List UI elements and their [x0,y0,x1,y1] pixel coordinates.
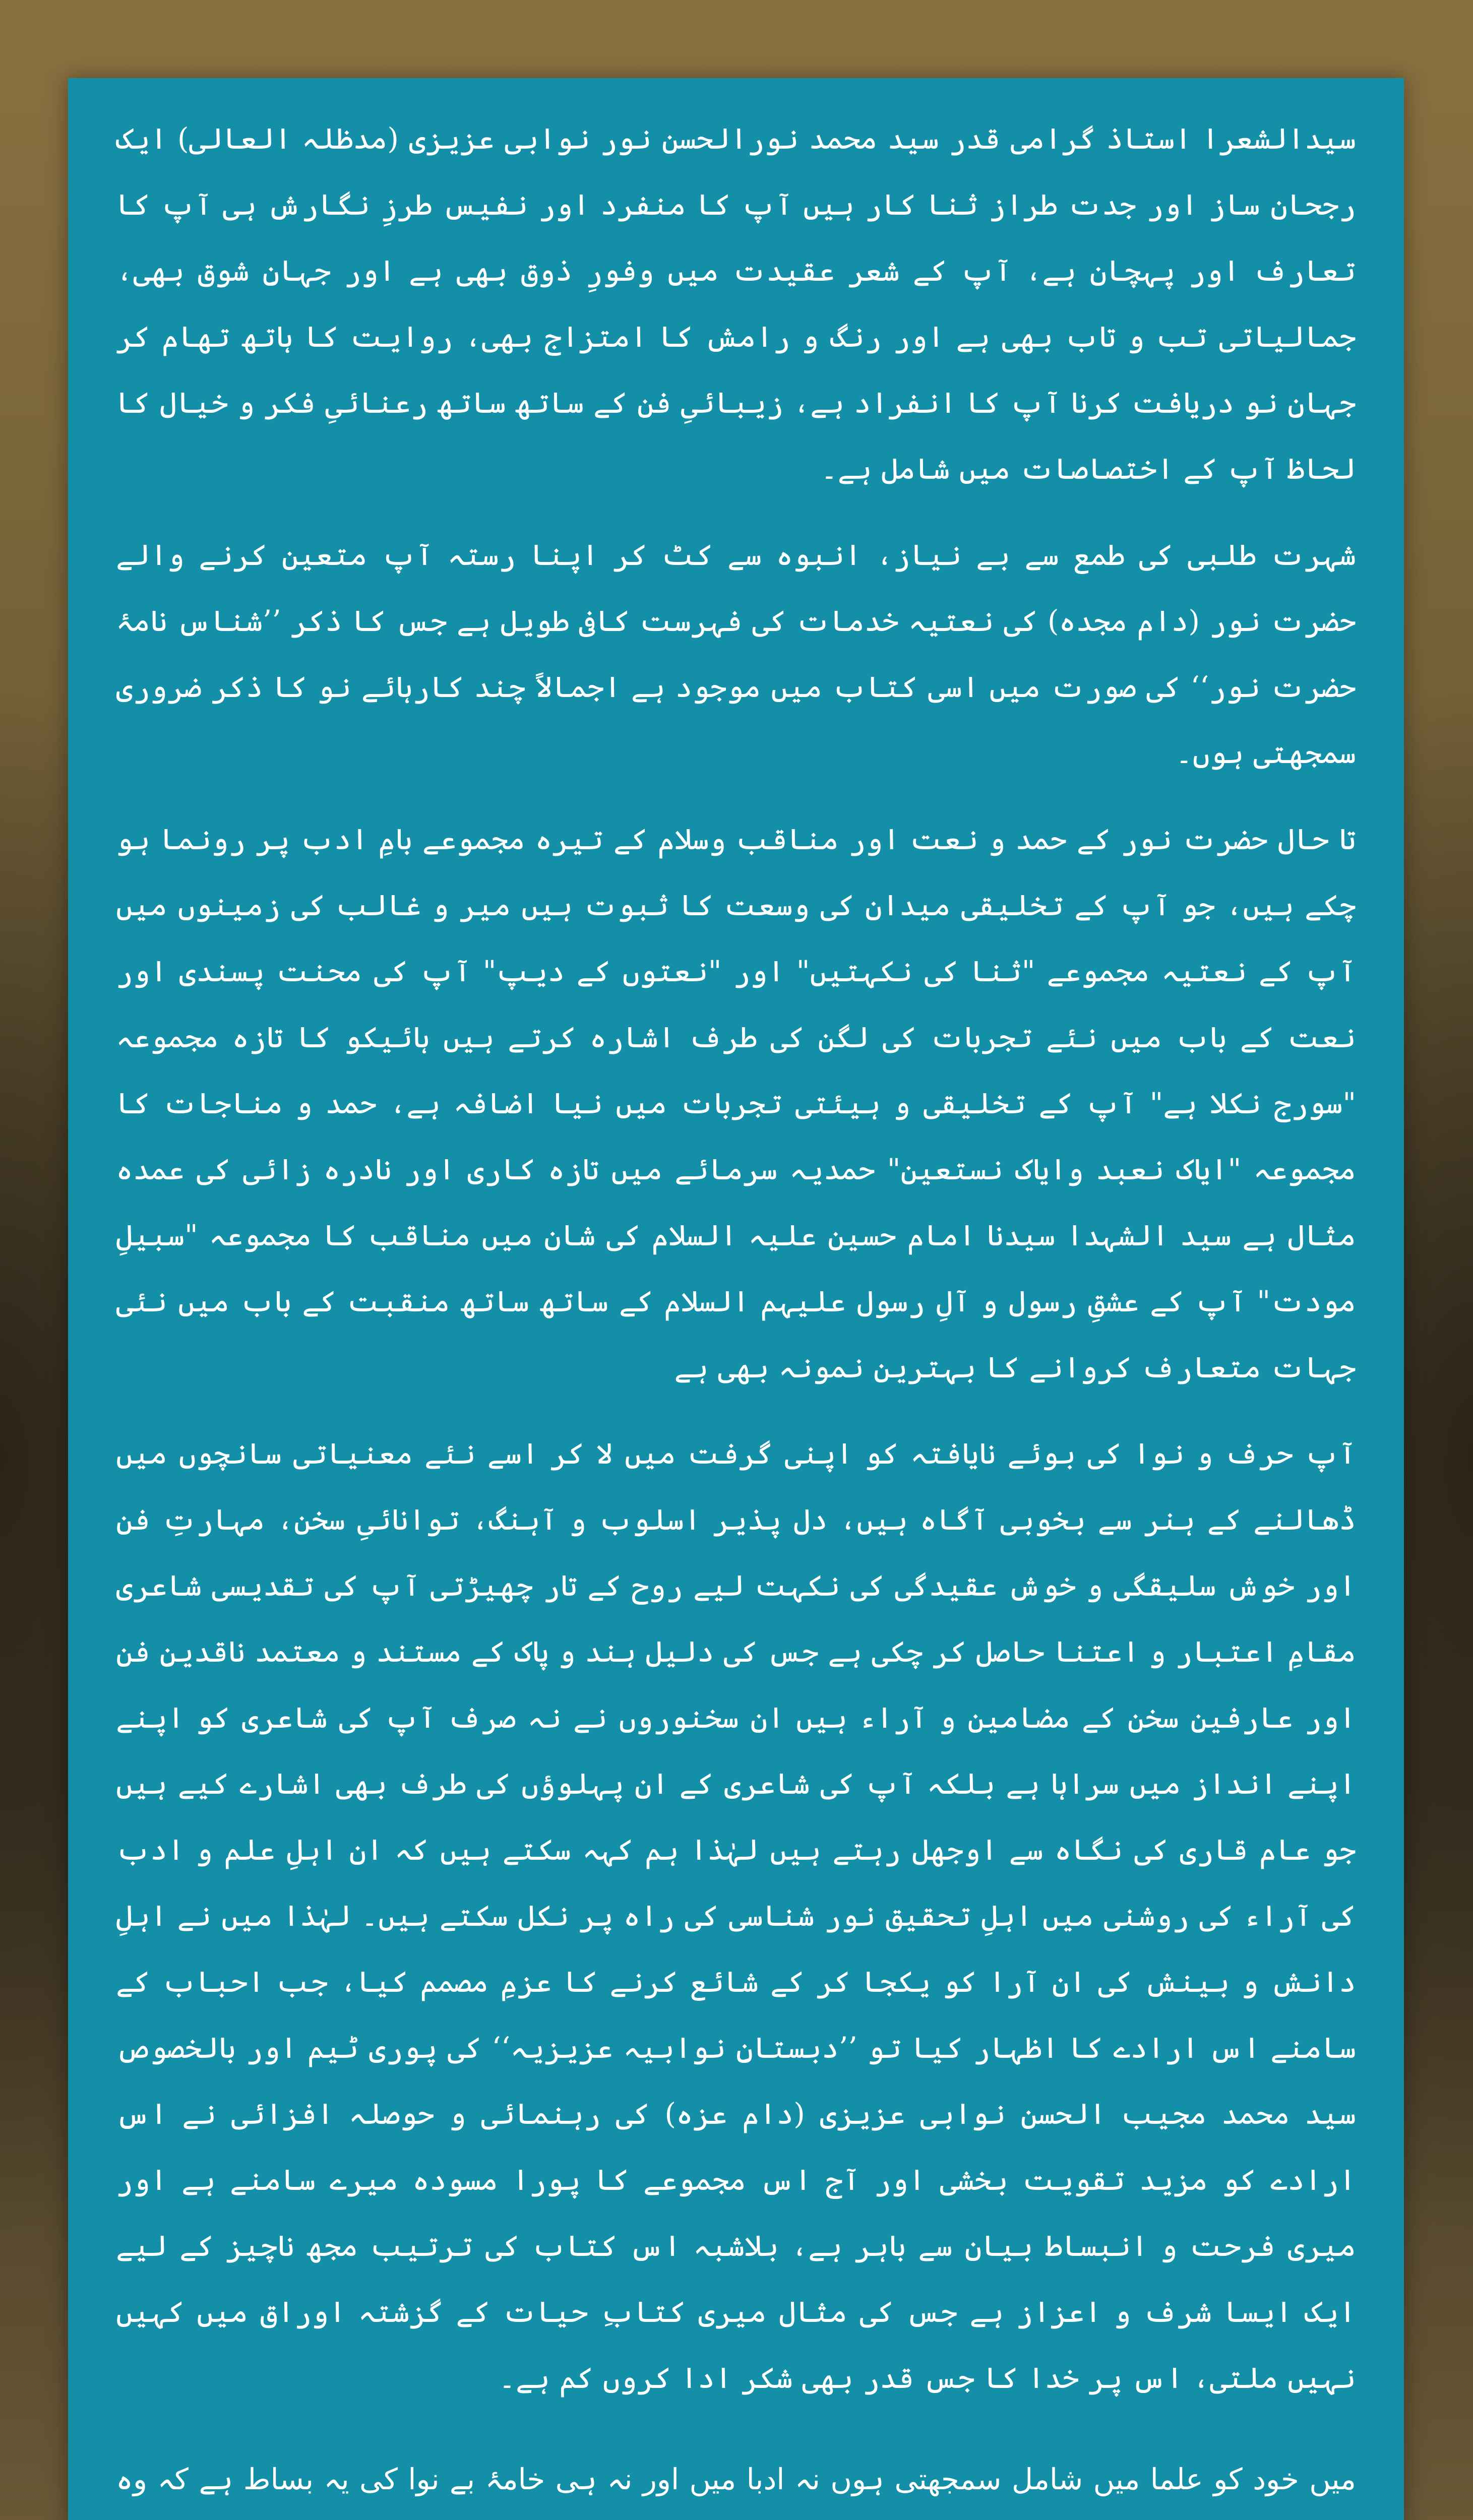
paragraph-collections: تا حال حضرت نور کے حمد و نعت اور مناقب وسلام کے تیرہ مجموعے بامِ ادب پر رونما ہو چکے ہیں، جو آپ کے تخلیقی میدان کی وسعت کا ثبوت ہیں میر و غالب کی زمینوں میں آپ کے نعتیہ مجموعے "ثنا کی نکہتیں" اور "نعتوں کے دیپ" آپ کی محنت پسندی اور نعت کے باب میں نئے تجربات کی لگن کی طرف اشارہ کرتے ہیں ہائیکو کا تازہ مجموعہ "سورج نکلا ہے" آپ کے تخلیقی و ہیئتی تجربات میں نیا اضافہ ہے، حمد و مناجات کا مجموعہ "ایاک نعبد وایاک نستعین" حمدیہ سرمائے میں تازہ کاری اور نادرہ زائی کی عمدہ مثال ہے سید الشہدا سیدنا امام حسین علیہ السلام کی شان میں مناقب کا مجموعہ "سبیلِ مودت" آپ کے عشقِ رسول و آلِ رسول علیہم السلام کے ساتھ ساتھ منقبت کے باب میں نئی جہات متعارف کروانے کا بہترین نمونہ بھی ہے [116,822,1356,1384]
paragraph-humility: میں خود کو علما میں شامل سمجھتی ہوں نہ ادبا میں اور نہ ہی خامۂ بے نوا کی یہ بساط ہے کہ وہ [116,2462,1356,2496]
paragraph-style: آپ حرف و نوا کی بوئے نایافتہ کو اپنی گرفت میں لا کر اسے نئے معنیاتی سانچوں میں ڈھالنے کے ہنر سے بخوبی آگاہ ہیں، دل پذیر اسلوب و آہنگ، توانائیِ سخن، مہارتِ فن اور خوش سلیقگی و خوش عقیدگی کی نکہت لیے روح کے تار چھیڑتی آپ کی تقدیسی شاعری مقامِ اعتبار و اعتنا حاصل کر چکی ہے جس کی دلیل ہند و پاک کے مستند و معتمد ناقدینِ فن اور عارفینِ سخن کے مضامین و آراء ہیں ان سخنوروں نے نہ صرف آپ کی شاعری کو اپنے اپنے انداز میں سراہا ہے بلکہ آپ کی شاعری کے ان پہلوؤں کی طرف بھی اشارے کیے ہیں جو عام قاری کی نگاہ سے اوجھل رہتے ہیں لہٰذا ہم کہہ سکتے ہیں کہ ان اہلِ علم و ادب کی آراء کی روشنی میں اہلِ تحقیق نور شناسی کی راہ پر نکل سکتے ہیں۔ لہٰذا میں نے اہلِ دانش و بینش کی ان آرا کو یکجا کر کے شائع کرنے کا عزمِ مصمم کیا، جب احباب کے سامنے اس ارادے کا اظہار کیا تو ’’دبستانِ نوابیہ عزیزیہ‘‘ کی پوری ٹیم اور بالخصوص سید محمد مجیب الحسن نوابی عزیزی (دام عزہ) کی رہنمائی و حوصلہ افزائی نے اس ارادے کو مزید تقویت بخشی اور آج اس مجموعے کا پورا مسودہ میرے سامنے ہے اور میری فرحت و انبساط بیان سے باہر ہے، بلاشبہ اس کتاب کی ترتیب مجھ ناچیز کے لیے ایک ایسا شرف و اعزاز ہے جس کی مثال میری کتابِ حیات کے گزشتہ اوراق میں کہیں نہیں ملتی، اس پر خدا کا جس قدر بھی شکر ادا کروں کم ہے۔ [116,1436,1356,2395]
document-panel [68,78,1404,2520]
paragraph-intro: سیدالشعرا استاذ گرامی قدر سید محمد نورالحسن نور نوابی عزیزی (مدظلہ العالی) ایک رجحان ساز اور جدت طراز ثنا کار ہیں آپ کا منفرد اور نفیس طرزِ نگارش ہی آپ کا تعارف اور پہچان ہے، آپ کے شعر عقیدت میں وفورِ ذوق بھی ہے اور جہانِ شوق بھی، جمالیاتی تب و تاب بھی ہے اور رنگ و رامش کا امتزاج بھی، روایت کا ہاتھ تھام کر جہانِ نو دریافت کرنا آپ کا انفراد ہے، زیبائیِ فن کے ساتھ ساتھ رعنائیِ فکر و خیال کا لحاظ آپ کے اختصاصات میں شامل ہے۔ [116,121,1356,486]
paragraph-services: شہرت طلبی کی طمع سے بے نیاز، انبوہ سے کٹ کر اپنا رستہ آپ متعین کرنے والے حضرت نور (دام مجدہ) کی نعتیہ خدمات کی فہرست کافی طویل ہے جس کا ذکر ’’شناس نامۂ حضرت نور‘‘ کی صورت میں اسی کتاب میں موجود ہے اجمالاً چند کارہائے نو کا ذکر ضروری سمجھتی ہوں۔ [116,538,1356,770]
